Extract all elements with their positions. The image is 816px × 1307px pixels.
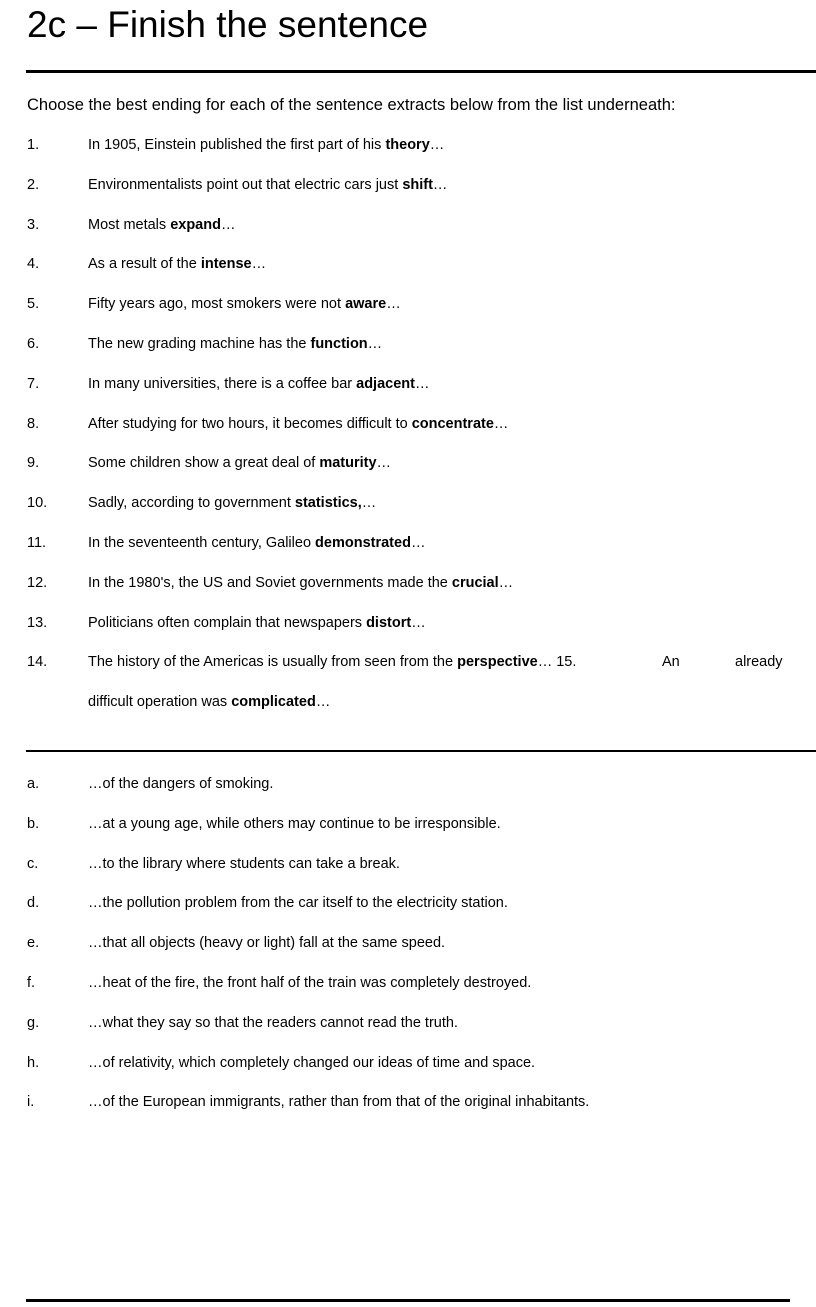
keyword: function (310, 336, 368, 352)
keyword: theory (385, 137, 430, 153)
item-number: 14. (27, 654, 48, 671)
sentence-post: … (367, 336, 383, 352)
ending-item (0, 972, 816, 994)
sentence-item (0, 612, 816, 634)
sentence-pre: Most metals (88, 216, 171, 233)
item-letter: f. (27, 975, 36, 991)
sentence-15-word-already: already (735, 654, 783, 670)
section-divider (26, 750, 816, 752)
ending-item (0, 932, 816, 954)
keyword: perspective (457, 654, 538, 671)
page-title: 2c – Finish the sentence (27, 4, 429, 45)
sentence-item (0, 651, 816, 673)
keyword: aware (345, 296, 387, 313)
sentence-pre: In the seventeenth century, Galileo (88, 535, 316, 551)
sentence-item (0, 253, 816, 275)
sentence-post: … (498, 574, 514, 591)
bottom-rule (26, 1299, 790, 1302)
sentence-item (0, 532, 816, 554)
sentence-pre: Fifty years ago, most smokers were not (88, 296, 346, 313)
sentence-item (0, 492, 816, 514)
sentence-item (0, 134, 816, 156)
keyword: crucial (451, 574, 499, 591)
item-number: 7. (27, 375, 40, 392)
sentence-post: … (493, 415, 509, 432)
sentence-pre: In many universities, there is a coffee bar (88, 375, 357, 392)
item-letter: d. (27, 895, 40, 912)
keyword: complicated (231, 694, 316, 710)
item-letter: c. (27, 855, 39, 872)
sentence-post: … (251, 256, 267, 273)
ending-text: …at a young age, while others may continue to be irresponsible. (88, 815, 501, 832)
sentence-pre: As a result of the (88, 256, 201, 273)
ending-item (0, 1012, 816, 1034)
keyword: statistics, (294, 495, 362, 512)
keyword: distort (366, 614, 412, 631)
sentence-post: … (411, 614, 426, 631)
sentence-post: … (315, 694, 331, 710)
sentence-post: … (220, 216, 236, 233)
ending-text: …to the library where students can take a break. (88, 855, 400, 872)
sentence-post: … 15. (537, 654, 577, 671)
keyword: adjacent (356, 375, 415, 392)
sentence-post: … (410, 535, 426, 551)
ending-text: …of relativity, which completely changed our ideas of time and space. (88, 1054, 536, 1071)
keyword: shift (402, 176, 433, 193)
sentence-post: … (414, 375, 430, 392)
sentence-pre: The new grading machine has the (88, 336, 311, 352)
sentence-15-continuation (0, 691, 816, 713)
item-number: 4. (27, 256, 40, 273)
item-number: 12. (27, 574, 48, 591)
item-number: 9. (27, 455, 40, 472)
item-number: 3. (27, 216, 40, 233)
sentence-item (0, 373, 816, 395)
sentence-post: … (429, 137, 445, 153)
item-letter: b. (27, 815, 40, 832)
sentence-item (0, 174, 816, 196)
item-letter: h. (27, 1054, 40, 1071)
ending-item (0, 1052, 816, 1074)
sentence-post: … (361, 495, 377, 512)
ending-text: …what they say so that the readers cannot read the truth. (88, 1014, 458, 1031)
sentence-post: … (376, 455, 392, 472)
ending-text: …of the European immigrants, rather than from that of the original inhabitants. (88, 1094, 590, 1111)
sentence-pre: Sadly, according to government (88, 495, 295, 512)
keyword: concentrate (411, 415, 494, 432)
ending-text: …the pollution problem from the car itself to the electricity station. (88, 895, 508, 912)
ending-item (0, 892, 816, 914)
item-number: 2. (27, 176, 40, 193)
sentence-item (0, 572, 816, 594)
item-number: 5. (27, 296, 40, 313)
sentence-post: … (432, 176, 448, 193)
keyword: demonstrated (315, 535, 411, 551)
item-letter: a. (27, 776, 40, 792)
keyword: maturity (319, 455, 377, 472)
ending-item (0, 773, 816, 795)
ending-text: …of the dangers of smoking. (88, 776, 274, 792)
ending-item (0, 853, 816, 875)
keyword: expand (170, 216, 221, 233)
title-divider (26, 70, 816, 73)
sentence-item (0, 452, 816, 474)
sentence-pre: Some children show a great deal of (88, 455, 320, 472)
sentence-pre: In 1905, Einstein published the first part of his (88, 137, 386, 153)
sentence-item (0, 413, 816, 435)
item-number: 6. (27, 336, 40, 352)
item-letter: e. (27, 935, 40, 952)
ending-text: …that all objects (heavy or light) fall at the same speed. (88, 935, 446, 952)
item-number: 13. (27, 614, 48, 631)
item-number: 11. (27, 535, 47, 551)
item-number: 8. (27, 415, 40, 432)
item-letter: g. (27, 1014, 40, 1031)
sentence-pre: After studying for two hours, it becomes difficult to (88, 415, 412, 432)
sentence-item (0, 333, 816, 355)
sentence-item (0, 293, 816, 315)
sentence-15-word-an: An (662, 654, 680, 670)
sentence-pre: Environmentalists point out that electric cars just (88, 176, 403, 193)
item-number: 10. (27, 495, 48, 512)
sentence-pre: difficult operation was (88, 694, 232, 710)
instruction-text: Choose the best ending for each of the sentence extracts below from the list underneath: (27, 96, 676, 114)
sentence-post: … (386, 296, 401, 313)
ending-item (0, 813, 816, 835)
item-number: 1. (27, 137, 40, 153)
ending-item (0, 1091, 816, 1113)
sentence-pre: In the 1980's, the US and Soviet governments made the (88, 574, 452, 591)
sentence-pre: Politicians often complain that newspapers (88, 614, 367, 631)
sentence-item (0, 214, 816, 236)
item-letter: i. (27, 1094, 35, 1111)
keyword: intense (200, 256, 252, 273)
sentence-pre: The history of the Americas is usually from seen from the (88, 654, 458, 671)
ending-text: …heat of the fire, the front half of the train was completely destroyed. (88, 975, 532, 991)
